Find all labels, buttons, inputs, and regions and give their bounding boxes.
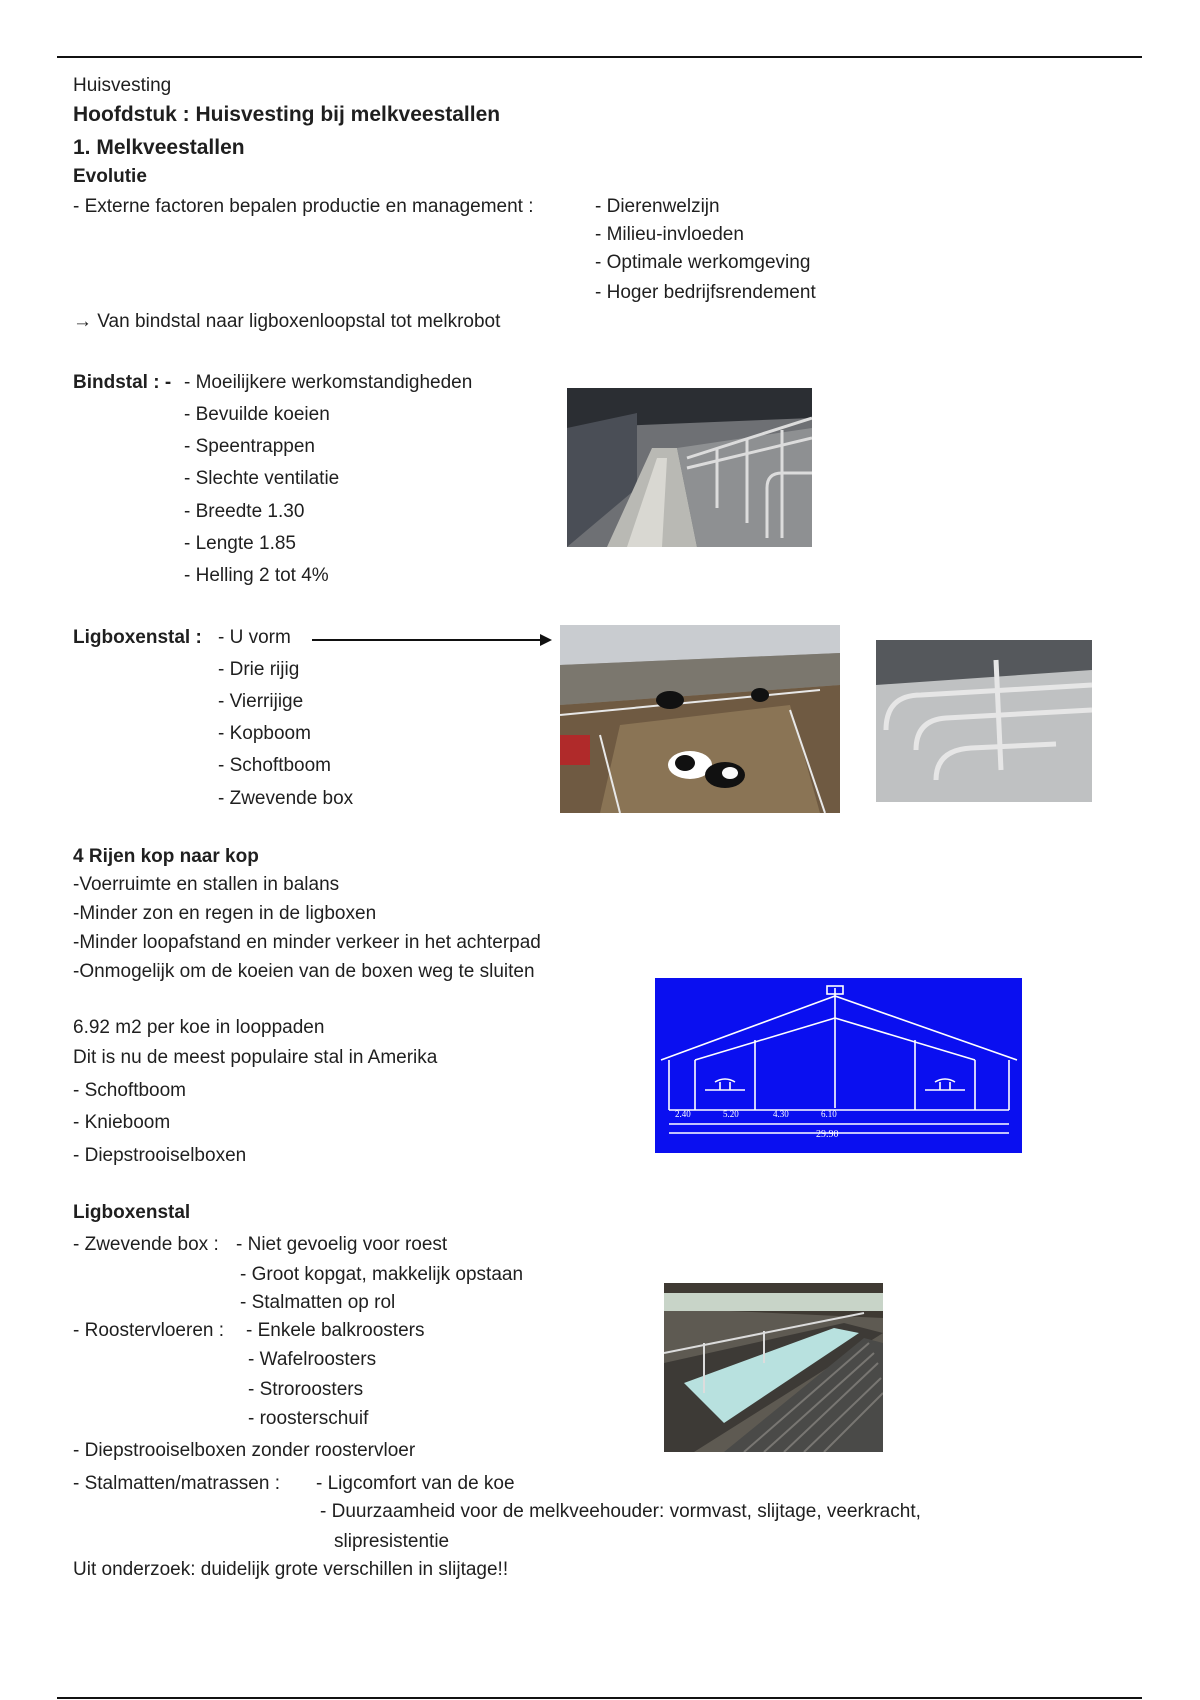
top-rule	[57, 56, 1142, 58]
section-title: 1. Melkveestallen	[73, 136, 245, 159]
bindstal-item: - Bevuilde koeien	[184, 404, 330, 425]
roostervloer-item: - roosterschuif	[248, 1408, 369, 1429]
running-title: Huisvesting	[73, 75, 172, 96]
vier-rijen-point: -Voerruimte en stallen in balans	[73, 874, 340, 895]
ligboxenstal-title: Ligboxenstal	[73, 1202, 191, 1223]
evolutie-intro: - Externe factoren bepalen productie en management :	[73, 196, 534, 217]
bindstal-item: - Breedte 1.30	[184, 501, 305, 522]
bindstal-item: - Slechte ventilatie	[184, 468, 340, 489]
factor-item: - Optimale werkomgeving	[595, 252, 811, 273]
stalmatten-label: - Stalmatten/matrassen :	[73, 1473, 280, 1494]
ligboxenstal-type-item: - Vierrijige	[218, 691, 304, 712]
chapter-title: Hoofdstuk : Huisvesting bij melkveestallen	[73, 103, 501, 126]
factor-item: - Milieu-invloeden	[595, 224, 744, 245]
bindstal-item: - Lengte 1.85	[184, 533, 296, 554]
roostervloer-item: - Stroroosters	[248, 1379, 364, 1400]
stalmatten-item-cont: slipresistentie	[334, 1531, 450, 1552]
diagram-dim-label: 2.40	[675, 1109, 691, 1119]
roostervloeren-label: - Roostervloeren :	[73, 1320, 225, 1341]
area-note: 6.92 m2 per koe in looppaden	[73, 1017, 325, 1038]
kopboom-box-photo	[876, 640, 1092, 802]
bindstal-item: - Helling 2 tot 4%	[184, 565, 329, 586]
u-vorm-stal-photo	[560, 625, 840, 813]
stalmatten-item: - Ligcomfort van de koe	[316, 1473, 515, 1494]
zwevende-box-item: - Stalmatten op rol	[240, 1292, 396, 1313]
zwevende-box-item: - Niet gevoelig voor roest	[236, 1234, 448, 1255]
roostervloer-item: - Wafelroosters	[248, 1349, 377, 1370]
factor-item: - Hoger bedrijfsrendement	[595, 282, 816, 303]
diagram-dim-label: 6.10	[821, 1109, 837, 1119]
roostervloer-photo	[664, 1283, 883, 1452]
vier-rijen-point: -Minder loopafstand en minder verkeer in het achterpad	[73, 932, 541, 953]
ligboxenstal-type-item: - Kopboom	[218, 723, 311, 744]
ligboxenstal-type-item: - Drie rijig	[218, 659, 300, 680]
bindstal-item: - Moeilijkere werkomstandigheden	[184, 372, 473, 393]
ligboxenstal-types-label: Ligboxenstal :	[73, 627, 202, 648]
bindstal-photo	[567, 388, 812, 547]
conclusion: Uit onderzoek: duidelijk grote verschillen in slijtage!!	[73, 1559, 509, 1580]
arrow-right-icon	[312, 632, 552, 648]
vier-rijen-point: -Onmogelijk om de koeien van de boxen weg te sluiten	[73, 961, 535, 982]
stalmatten-item: - Duurzaamheid voor de melkveehouder: vormvast, slijtage, veerkracht,	[320, 1501, 921, 1522]
evolutie-transition: → Van bindstal naar ligboxenloopstal tot melkrobot	[73, 311, 501, 332]
ligboxenstal-type-item: - Zwevende box	[218, 788, 354, 809]
bindstal-item: - Speentrappen	[184, 436, 315, 457]
bottom-rule	[57, 1697, 1142, 1699]
vier-rijen-point: -Minder zon en regen in de ligboxen	[73, 903, 377, 924]
bindstal-label: Bindstal : -	[73, 372, 172, 393]
vier-rijen-type: - Diepstrooiselboxen	[73, 1145, 247, 1166]
diagram-dim-label: 4.30	[773, 1109, 789, 1119]
vier-rijen-type: - Schoftboom	[73, 1080, 186, 1101]
stal-cross-section-diagram	[655, 978, 1022, 1153]
subsection-title: Evolutie	[73, 166, 147, 187]
popular-note: Dit is nu de meest populaire stal in Amerika	[73, 1047, 438, 1068]
vier-rijen-type: - Knieboom	[73, 1112, 171, 1133]
zwevende-box-item: - Groot kopgat, makkelijk opstaan	[240, 1264, 524, 1285]
factor-item: - Dierenwelzijn	[595, 196, 720, 217]
diagram-total-label: 29.90	[816, 1129, 839, 1140]
ligboxenstal-type-item: - Schoftboom	[218, 755, 331, 776]
zwevende-box-label: - Zwevende box :	[73, 1234, 219, 1255]
roostervloer-item: - Enkele balkroosters	[246, 1320, 425, 1341]
ligboxenstal-type-item: - U vorm	[218, 627, 291, 648]
diepstrooisel-note: - Diepstrooiselboxen zonder roostervloer	[73, 1440, 416, 1461]
vier-rijen-title: 4 Rijen kop naar kop	[73, 846, 259, 867]
diagram-dim-label: 5.20	[723, 1109, 739, 1119]
